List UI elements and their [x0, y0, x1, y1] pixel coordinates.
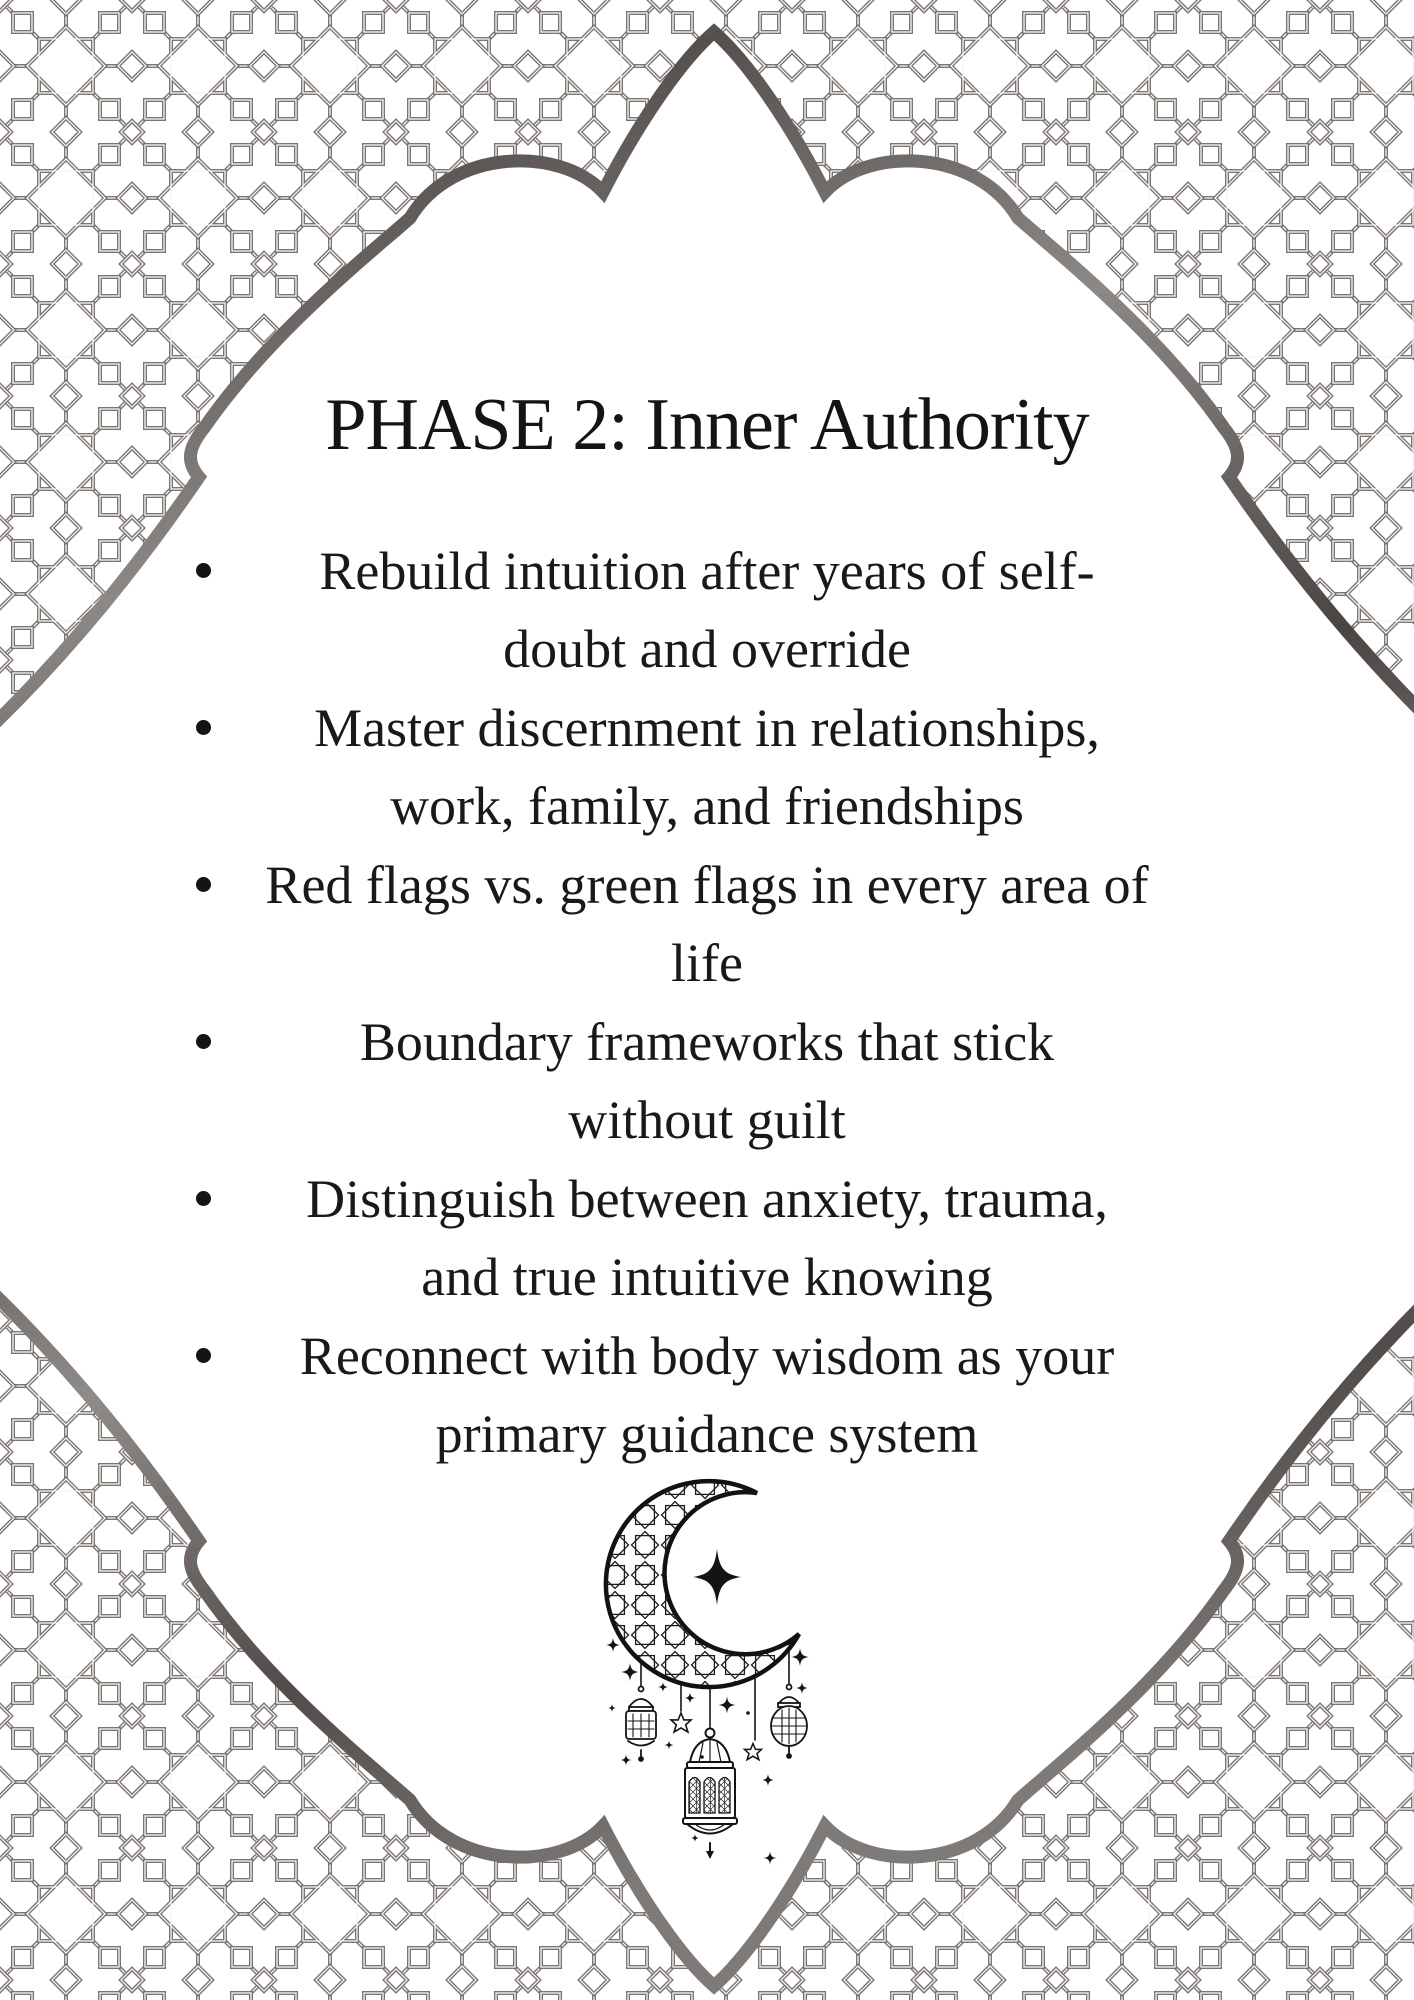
bullet-list	[0, 531, 1414, 1473]
item-line-1: Reconnect with body wisdom as your	[299, 1325, 1115, 1386]
bullet-dot	[196, 1191, 211, 1206]
list-item	[0, 845, 1414, 1002]
list-item	[0, 688, 1414, 845]
item-line-2: doubt and override	[503, 618, 911, 679]
list-item	[0, 1316, 1414, 1473]
item-line-1: Red flags vs. green flags in every area of	[265, 854, 1149, 915]
item-line-1: Boundary frameworks that stick	[359, 1011, 1055, 1072]
bullet-dot	[196, 563, 211, 578]
item-line-1: Master discernment in relationships,	[314, 697, 1100, 758]
item-line-2: work, family, and friendships	[390, 775, 1024, 836]
list-item	[0, 1002, 1414, 1159]
bullet-dot	[196, 877, 211, 892]
item-line-1: Distinguish between anxiety, trauma,	[306, 1168, 1108, 1229]
list-item	[0, 1159, 1414, 1316]
item-line-2: primary guidance system	[435, 1403, 979, 1464]
list-item	[0, 531, 1414, 688]
item-line-2: without guilt	[568, 1089, 846, 1150]
bullet-dot	[196, 1348, 211, 1363]
item-line-2: and true intuitive knowing	[421, 1246, 993, 1307]
bullet-dot	[196, 1034, 211, 1049]
page-title: PHASE 2: Inner Authority	[325, 384, 1089, 466]
item-line-1: Rebuild intuition after years of self-	[319, 540, 1095, 601]
bullet-dot	[196, 720, 211, 735]
item-line-2: life	[671, 932, 743, 993]
